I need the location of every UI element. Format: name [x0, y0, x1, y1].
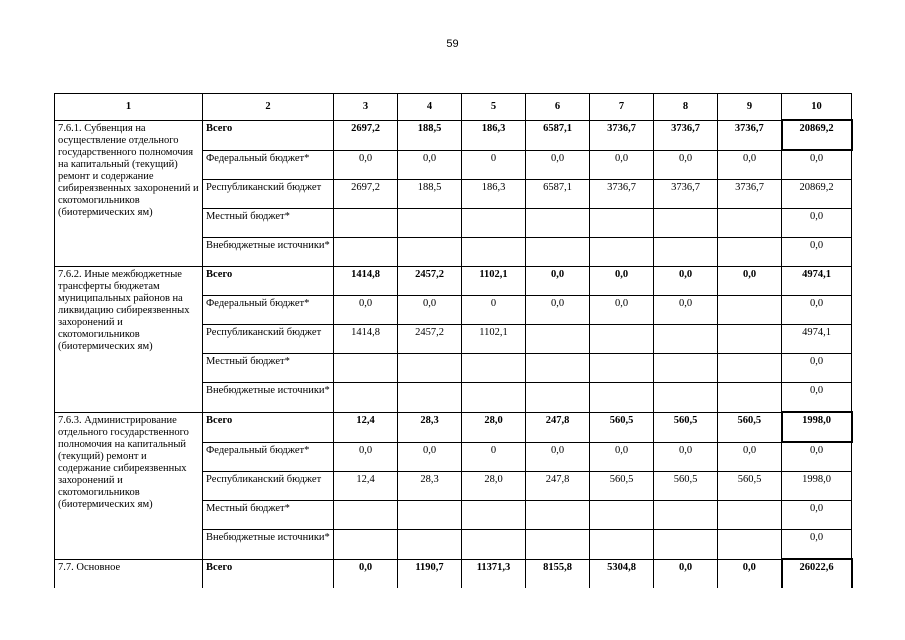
funding-source-cell: Республиканский бюджет	[203, 180, 334, 209]
value-cell: 0,0	[590, 267, 654, 296]
value-cell: 0,0	[782, 442, 852, 472]
value-cell	[526, 209, 590, 238]
value-cell	[334, 238, 398, 267]
header-cell: 2	[203, 94, 334, 121]
value-cell	[718, 209, 782, 238]
value-cell	[590, 501, 654, 530]
value-cell	[462, 209, 526, 238]
value-cell: 0	[462, 296, 526, 325]
value-cell: 0,0	[334, 442, 398, 472]
value-cell: 560,5	[654, 412, 718, 442]
value-cell: 3736,7	[654, 120, 718, 150]
value-cell	[334, 383, 398, 413]
value-cell: 0,0	[782, 354, 852, 383]
value-cell: 2697,2	[334, 180, 398, 209]
value-cell: 11371,3	[462, 559, 526, 588]
value-cell	[718, 238, 782, 267]
value-cell: 0,0	[654, 442, 718, 472]
value-cell: 0,0	[398, 296, 462, 325]
value-cell	[462, 354, 526, 383]
value-cell: 0,0	[782, 530, 852, 560]
value-cell	[462, 530, 526, 560]
value-cell	[462, 501, 526, 530]
value-cell: 560,5	[718, 472, 782, 501]
value-cell: 28,3	[398, 412, 462, 442]
value-cell: 0,0	[526, 442, 590, 472]
funding-source-cell: Федеральный бюджет*	[203, 442, 334, 472]
value-cell: 0	[462, 442, 526, 472]
value-cell: 0,0	[526, 150, 590, 180]
page-number: 59	[446, 38, 459, 50]
value-cell: 0,0	[590, 442, 654, 472]
value-cell: 20869,2	[782, 120, 852, 150]
table-row-total	[55, 412, 852, 442]
value-cell: 5304,8	[590, 559, 654, 588]
table-row-total	[55, 267, 852, 296]
value-cell: 2457,2	[398, 267, 462, 296]
funding-source-cell: Всего	[203, 120, 334, 150]
value-cell: 20869,2	[782, 180, 852, 209]
value-cell: 0,0	[398, 150, 462, 180]
value-cell	[398, 238, 462, 267]
value-cell	[590, 383, 654, 413]
value-cell	[526, 325, 590, 354]
value-cell: 0,0	[526, 296, 590, 325]
value-cell	[398, 501, 462, 530]
program-name-cell: 7.7. Основное	[55, 559, 203, 588]
value-cell	[334, 530, 398, 560]
value-cell: 0,0	[334, 150, 398, 180]
funding-source-cell: Внебюджетные источники*	[203, 383, 334, 413]
header-row	[55, 94, 852, 121]
funding-source-cell: Всего	[203, 267, 334, 296]
value-cell: 3736,7	[718, 120, 782, 150]
funding-source-cell: Республиканский бюджет	[203, 472, 334, 501]
value-cell	[654, 325, 718, 354]
value-cell: 4974,1	[782, 325, 852, 354]
value-cell	[654, 383, 718, 413]
header-cell: 3	[334, 94, 398, 121]
value-cell	[526, 238, 590, 267]
value-cell	[398, 383, 462, 413]
funding-source-cell: Республиканский бюджет	[203, 325, 334, 354]
value-cell: 0,0	[526, 267, 590, 296]
header-cell: 7	[590, 94, 654, 121]
header-cell: 9	[718, 94, 782, 121]
header-cell: 6	[526, 94, 590, 121]
value-cell: 12,4	[334, 412, 398, 442]
program-name-cell: 7.6.1. Субвенция на осуществление отдельного государственного полномочия на капитальный (текущий) ремонт и содержание сибиреязвенных захоронений и скотомогильников (биотермических ям)	[55, 120, 203, 267]
value-cell: 247,8	[526, 412, 590, 442]
header-cell: 8	[654, 94, 718, 121]
value-cell: 560,5	[654, 472, 718, 501]
value-cell: 186,3	[462, 180, 526, 209]
value-cell: 0,0	[654, 559, 718, 588]
value-cell	[398, 354, 462, 383]
value-cell: 560,5	[590, 472, 654, 501]
funding-source-cell: Всего	[203, 412, 334, 442]
value-cell	[718, 530, 782, 560]
value-cell	[718, 325, 782, 354]
value-cell: 4974,1	[782, 267, 852, 296]
value-cell: 3736,7	[718, 180, 782, 209]
value-cell	[526, 383, 590, 413]
value-cell: 6587,1	[526, 120, 590, 150]
value-cell: 3736,7	[590, 180, 654, 209]
value-cell: 3736,7	[654, 180, 718, 209]
value-cell: 28,3	[398, 472, 462, 501]
funding-source-cell: Внебюджетные источники*	[203, 238, 334, 267]
value-cell	[590, 325, 654, 354]
value-cell: 0,0	[718, 267, 782, 296]
value-cell	[718, 501, 782, 530]
value-cell	[718, 383, 782, 413]
value-cell	[462, 383, 526, 413]
value-cell	[526, 501, 590, 530]
value-cell	[462, 238, 526, 267]
value-cell	[590, 530, 654, 560]
value-cell	[654, 530, 718, 560]
value-cell: 1414,8	[334, 325, 398, 354]
value-cell: 0	[462, 150, 526, 180]
value-cell: 1998,0	[782, 472, 852, 501]
value-cell: 0,0	[334, 296, 398, 325]
value-cell: 28,0	[462, 472, 526, 501]
value-cell: 0,0	[590, 150, 654, 180]
value-cell: 6587,1	[526, 180, 590, 209]
value-cell: 0,0	[654, 267, 718, 296]
value-cell: 188,5	[398, 180, 462, 209]
value-cell: 8155,8	[526, 559, 590, 588]
value-cell: 0,0	[718, 150, 782, 180]
table-body	[55, 94, 852, 589]
value-cell: 1102,1	[462, 267, 526, 296]
value-cell: 12,4	[334, 472, 398, 501]
value-cell: 0,0	[334, 559, 398, 588]
funding-source-cell: Федеральный бюджет*	[203, 296, 334, 325]
value-cell: 1414,8	[334, 267, 398, 296]
value-cell	[590, 354, 654, 383]
value-cell: 186,3	[462, 120, 526, 150]
value-cell	[334, 209, 398, 238]
value-cell: 247,8	[526, 472, 590, 501]
value-cell: 0,0	[654, 150, 718, 180]
value-cell	[334, 354, 398, 383]
funding-source-cell: Местный бюджет*	[203, 354, 334, 383]
funding-source-cell: Внебюджетные источники*	[203, 530, 334, 560]
header-cell: 4	[398, 94, 462, 121]
value-cell	[654, 209, 718, 238]
value-cell: 0,0	[782, 501, 852, 530]
value-cell: 1998,0	[782, 412, 852, 442]
funding-source-cell: Всего	[203, 559, 334, 588]
value-cell	[718, 354, 782, 383]
value-cell	[526, 530, 590, 560]
value-cell	[590, 209, 654, 238]
value-cell	[334, 501, 398, 530]
header-cell: 1	[55, 94, 203, 121]
value-cell	[398, 209, 462, 238]
value-cell: 0,0	[782, 209, 852, 238]
header-cell: 5	[462, 94, 526, 121]
value-cell: 0,0	[782, 150, 852, 180]
value-cell: 0,0	[590, 296, 654, 325]
budget-table	[54, 93, 853, 588]
value-cell: 0,0	[398, 442, 462, 472]
value-cell: 2697,2	[334, 120, 398, 150]
value-cell	[654, 238, 718, 267]
value-cell: 28,0	[462, 412, 526, 442]
funding-source-cell: Местный бюджет*	[203, 501, 334, 530]
program-name-cell: 7.6.2. Иные межбюджетные трансферты бюджетам муниципальных районов на ликвидацию сибиреязвенных захоронений и скотомогильников (биотермических ям)	[55, 267, 203, 413]
value-cell: 3736,7	[590, 120, 654, 150]
value-cell: 0,0	[782, 296, 852, 325]
value-cell: 1190,7	[398, 559, 462, 588]
funding-source-cell: Местный бюджет*	[203, 209, 334, 238]
value-cell	[718, 296, 782, 325]
value-cell	[654, 354, 718, 383]
value-cell: 26022,6	[782, 559, 852, 588]
value-cell	[590, 238, 654, 267]
funding-source-cell: Федеральный бюджет*	[203, 150, 334, 180]
value-cell: 560,5	[590, 412, 654, 442]
value-cell: 1102,1	[462, 325, 526, 354]
value-cell: 0,0	[718, 442, 782, 472]
value-cell: 0,0	[782, 238, 852, 267]
value-cell: 188,5	[398, 120, 462, 150]
value-cell: 560,5	[718, 412, 782, 442]
value-cell	[526, 354, 590, 383]
value-cell	[654, 501, 718, 530]
value-cell: 0,0	[718, 559, 782, 588]
header-cell: 10	[782, 94, 852, 121]
table-row-total	[55, 120, 852, 150]
table-row-total	[55, 559, 852, 588]
value-cell: 0,0	[782, 383, 852, 413]
value-cell: 2457,2	[398, 325, 462, 354]
value-cell	[398, 530, 462, 560]
value-cell: 0,0	[654, 296, 718, 325]
program-name-cell: 7.6.3. Администрирование отдельного государственного полномочия на капитальный (текущий) ремонт и содержание сибиреязвенных захоронений и скотомогильников (биотермических ям)	[55, 412, 203, 559]
